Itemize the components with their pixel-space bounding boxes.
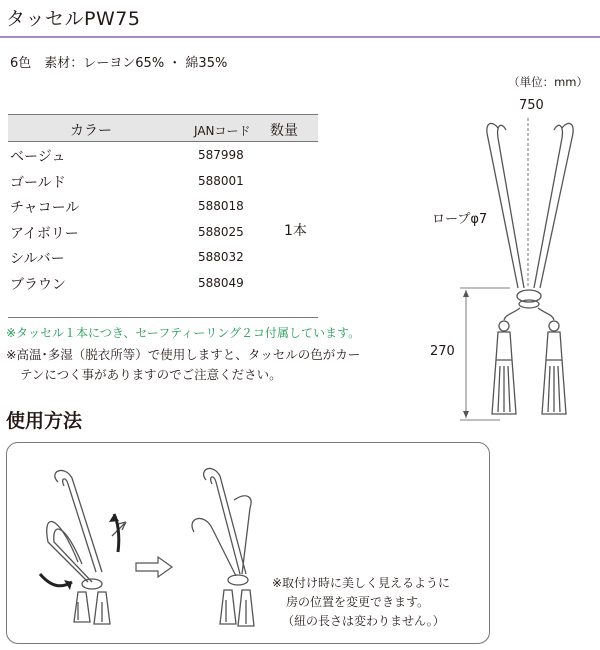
header-quantity: 数量 [270, 123, 298, 139]
table-header [8, 114, 318, 142]
table-row [8, 270, 318, 296]
howto-title: 使用方法 [6, 410, 83, 432]
howto-step-after [176, 452, 276, 642]
cell-color: ブラウン [10, 276, 66, 293]
cell-color: シルバー [10, 251, 65, 267]
table-row [8, 168, 318, 194]
rope-diameter-label: ロープφ7 [432, 212, 488, 227]
cell-color: チャコール [10, 200, 80, 216]
howto-note-line: 房の位置を変更できます。 [286, 595, 430, 609]
table-row [8, 193, 318, 219]
cell-jan: 588001 [198, 173, 244, 188]
product-table [8, 114, 318, 295]
header-jan: JANコード [194, 124, 251, 138]
caution-note-line1: ※高温･多湿（脱衣所等）で使用しますと、タッセルの色がカー [6, 347, 361, 362]
tassel-diagram [440, 108, 600, 438]
title-divider [0, 36, 600, 38]
cell-color: アイボリー [10, 225, 79, 242]
cell-color: ベージュ [10, 149, 66, 165]
cell-jan: 588049 [198, 275, 244, 290]
dimension-total-length: 750 [519, 98, 544, 113]
dimension-tassel-length: 270 [430, 344, 455, 359]
caution-note-line2: テンにつく事がありますのでご注意ください。 [20, 367, 282, 382]
table-bottom-rule [8, 317, 318, 318]
howto-note [272, 574, 450, 631]
cell-jan: 588025 [198, 224, 244, 239]
material-spec: 6色 素材：レーヨン65% ・ 綿35% [10, 56, 228, 71]
cell-jan: 587998 [198, 148, 244, 162]
safety-ring-note: ※タッセル１本につき、セーフティーリング２コ付属しています。 [6, 326, 361, 340]
howto-note-line: （紐の長さは変わりません。） [282, 614, 445, 628]
howto-step-before [18, 452, 128, 642]
header-color: カラー [70, 123, 112, 139]
step-arrow-icon [134, 555, 174, 579]
cell-jan: 588018 [198, 199, 244, 213]
table-row [8, 244, 318, 270]
cell-jan: 588032 [198, 250, 244, 264]
page-title: タッセルPW75 [6, 8, 141, 30]
table-row [8, 142, 318, 168]
unit-label: （単位：mm） [508, 75, 588, 89]
table-row [8, 219, 318, 245]
cell-color: ゴールド [10, 174, 66, 191]
cell-quantity: 1本 [284, 223, 307, 239]
howto-note-line: ※取付け時に美しく見えるように [272, 576, 451, 590]
